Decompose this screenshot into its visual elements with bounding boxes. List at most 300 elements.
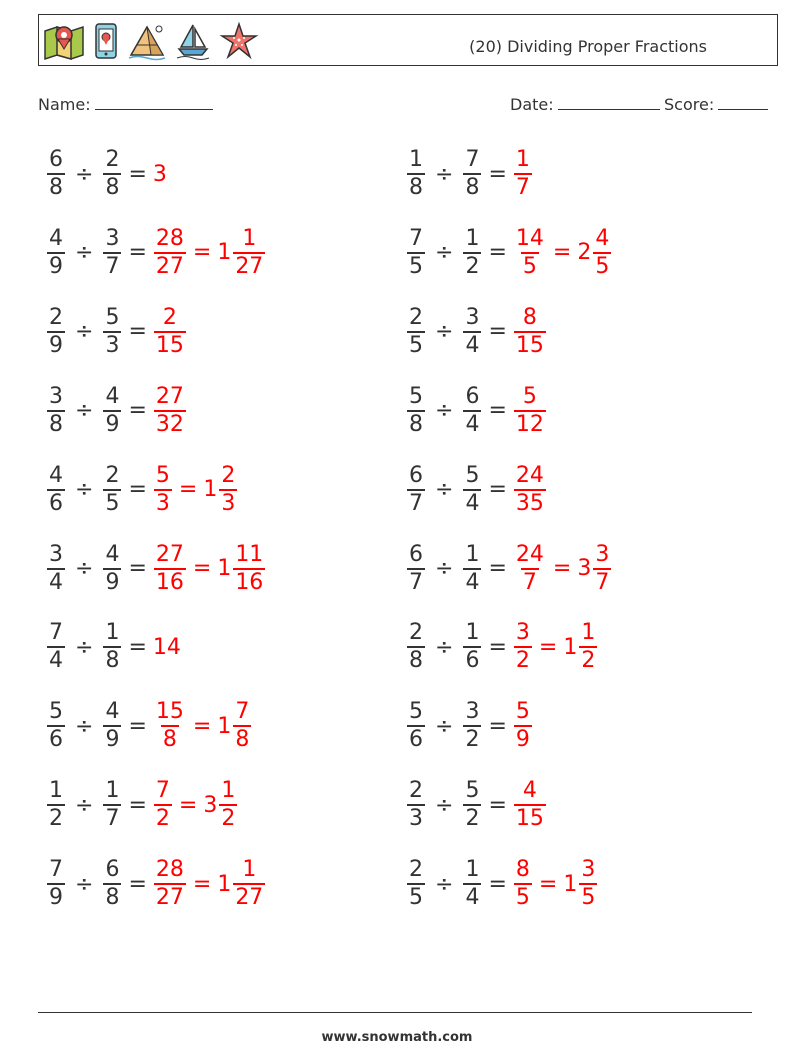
denominator: 8 — [409, 648, 423, 674]
denominator: 9 — [49, 253, 63, 279]
numerator: 4 — [49, 225, 63, 251]
denominator: 27 — [235, 253, 264, 279]
answer-fraction — [154, 383, 186, 437]
numerator: 3 — [105, 225, 120, 251]
name-label: Name: — [38, 95, 91, 114]
numerator: 1 — [409, 147, 423, 172]
denominator: 6 — [49, 727, 63, 753]
answer-fraction — [233, 701, 251, 751]
answer-equals-sign: = — [538, 634, 558, 660]
equals-sign: = — [488, 161, 507, 187]
answer-whole: 1 — [563, 871, 578, 897]
answer — [513, 701, 533, 751]
denominator: 8 — [49, 175, 63, 200]
answer — [153, 541, 187, 595]
answer-whole: 3 — [152, 161, 167, 187]
divisor-fraction — [103, 622, 121, 672]
answer-whole: 1 — [563, 634, 578, 660]
answer-mixed-number — [563, 859, 598, 909]
answer-whole: 3 — [577, 556, 592, 581]
numerator: 3 — [465, 699, 480, 725]
denominator: 2 — [581, 648, 596, 674]
numerator: 1 — [49, 778, 63, 804]
denominator: 7 — [522, 569, 537, 595]
answer-whole: 14 — [152, 634, 181, 660]
numerator: 2 — [105, 147, 120, 172]
divide-sign: ÷ — [435, 319, 454, 345]
divide-sign: ÷ — [435, 792, 454, 818]
dividend-fraction — [47, 225, 65, 279]
denominator: 5 — [595, 253, 610, 279]
numerator: 7 — [155, 778, 170, 804]
numerator: 27 — [155, 383, 184, 409]
answer — [513, 541, 547, 595]
problem-item — [46, 139, 168, 209]
problem-item — [46, 297, 187, 367]
answer-equals-sign: = — [192, 713, 212, 739]
divisor-fraction — [103, 149, 121, 199]
answer-fraction — [154, 859, 186, 909]
answer-fraction — [579, 622, 597, 672]
denominator: 32 — [155, 411, 184, 437]
denominator: 8 — [105, 175, 120, 200]
denominator: 4 — [465, 569, 480, 595]
numerator: 24 — [515, 462, 544, 488]
dividend-fraction — [407, 701, 425, 751]
denominator: 7 — [515, 175, 530, 200]
answer-fraction — [514, 225, 546, 279]
denominator: 15 — [515, 806, 544, 832]
denominator: 8 — [465, 175, 480, 200]
numerator: 5 — [522, 383, 537, 409]
problem-item — [406, 297, 547, 367]
denominator: 27 — [235, 885, 264, 911]
divide-sign: ÷ — [435, 871, 454, 897]
equals-sign: = — [128, 634, 147, 660]
answer-fraction — [514, 462, 546, 516]
divisor-fraction — [103, 225, 121, 279]
problem-item — [46, 218, 266, 288]
divide-sign: ÷ — [75, 634, 94, 660]
problem-item — [406, 691, 533, 761]
numerator: 7 — [409, 225, 423, 251]
denominator: 7 — [409, 569, 423, 595]
answer-whole: 1 — [217, 240, 232, 266]
denominator: 2 — [49, 806, 63, 832]
dividend-fraction — [47, 622, 65, 672]
denominator: 7 — [105, 253, 120, 279]
answer-mixed-number — [217, 701, 252, 751]
answer-mixed-number — [563, 622, 598, 672]
denominator: 4 — [465, 885, 480, 911]
equals-sign: = — [488, 871, 507, 897]
denominator: 3 — [409, 806, 423, 832]
numerator: 5 — [465, 462, 480, 488]
answer-fraction — [514, 780, 546, 830]
equals-sign: = — [128, 161, 147, 187]
answer-mixed-number — [577, 225, 612, 279]
equals-sign: = — [488, 319, 507, 345]
numerator: 1 — [465, 620, 480, 646]
answer — [153, 162, 168, 187]
divide-sign: ÷ — [75, 556, 94, 581]
sailboat-icon — [175, 21, 211, 61]
denominator: 9 — [49, 332, 63, 358]
divisor-fraction — [463, 780, 481, 830]
answer-fraction — [154, 304, 186, 358]
divide-sign: ÷ — [435, 240, 454, 266]
problem-item — [406, 376, 547, 446]
denominator: 15 — [515, 332, 544, 358]
numerator: 4 — [105, 541, 120, 567]
numerator: 5 — [409, 699, 423, 725]
denominator: 27 — [155, 253, 184, 279]
answer-mixed-number — [577, 541, 612, 595]
answer-fraction — [219, 462, 237, 516]
problem-item — [46, 455, 238, 525]
problem-item — [406, 139, 533, 209]
equals-sign: = — [488, 713, 507, 739]
denominator: 35 — [515, 490, 544, 516]
denominator: 7 — [105, 806, 120, 832]
denominator: 2 — [465, 253, 480, 279]
numerator: 2 — [409, 304, 423, 330]
numerator: 1 — [242, 225, 257, 251]
score-label: Score: — [664, 95, 715, 114]
numerator: 2 — [162, 304, 177, 330]
divide-sign: ÷ — [75, 792, 94, 818]
answer-fraction — [593, 541, 611, 595]
numerator: 6 — [409, 462, 423, 488]
problem-item — [46, 849, 266, 919]
numerator: 6 — [409, 541, 423, 567]
numerator: 15 — [155, 699, 184, 725]
pyramid-icon — [127, 21, 167, 61]
denominator: 8 — [409, 411, 423, 437]
answer-whole: 1 — [217, 871, 232, 897]
denominator: 7 — [595, 569, 610, 595]
divisor-fraction — [103, 701, 121, 751]
divisor-fraction — [463, 383, 481, 437]
answer — [153, 383, 187, 437]
problem-item — [406, 218, 612, 288]
denominator: 4 — [49, 569, 63, 595]
denominator: 5 — [409, 332, 423, 358]
problem-item — [46, 534, 266, 604]
numerator: 2 — [221, 462, 236, 488]
divide-sign: ÷ — [75, 240, 94, 266]
answer — [153, 780, 173, 830]
denominator: 2 — [221, 806, 236, 832]
answer — [513, 462, 547, 516]
answer-fraction — [233, 225, 265, 279]
divide-sign: ÷ — [435, 634, 454, 660]
divisor-fraction — [103, 541, 121, 595]
numerator: 7 — [235, 699, 250, 725]
equals-sign: = — [128, 871, 147, 897]
numerator: 28 — [155, 857, 184, 883]
starfish-icon — [219, 21, 259, 61]
numerator: 2 — [409, 857, 423, 883]
answer-fraction — [514, 541, 546, 595]
dividend-fraction — [47, 780, 65, 830]
answer-equals-sign: = — [552, 556, 572, 581]
answer-fraction — [233, 859, 265, 909]
numerator: 6 — [49, 147, 63, 172]
dividend-fraction — [47, 541, 65, 595]
denominator: 15 — [155, 332, 184, 358]
dividend-fraction — [407, 225, 425, 279]
answer — [513, 859, 533, 909]
denominator: 4 — [49, 648, 63, 674]
denominator: 5 — [105, 490, 120, 516]
numerator: 6 — [465, 383, 480, 409]
numerator: 3 — [581, 857, 596, 883]
answer — [513, 780, 547, 830]
numerator: 1 — [105, 778, 120, 804]
denominator: 16 — [155, 569, 184, 595]
answer-fraction — [154, 701, 186, 751]
answer — [513, 225, 547, 279]
numerator: 6 — [105, 857, 120, 883]
numerator: 3 — [465, 304, 480, 330]
answer — [153, 635, 182, 660]
numerator: 2 — [409, 778, 423, 804]
answer-fraction — [154, 225, 186, 279]
equals-sign: = — [128, 713, 147, 739]
dividend-fraction — [407, 622, 425, 672]
problem-item — [406, 849, 598, 919]
equals-sign: = — [128, 477, 147, 503]
numerator: 14 — [515, 225, 544, 251]
divide-sign: ÷ — [75, 871, 94, 897]
divisor-fraction — [463, 149, 481, 199]
equals-sign: = — [488, 240, 507, 266]
answer-fraction — [514, 859, 532, 909]
denominator: 8 — [162, 727, 177, 753]
answer — [513, 383, 547, 437]
divisor-fraction — [463, 304, 481, 358]
denominator: 9 — [105, 569, 120, 595]
answer — [513, 622, 533, 672]
worksheet-title: (20) Dividing Proper Fractions — [469, 37, 707, 56]
dividend-fraction — [47, 462, 65, 516]
denominator: 5 — [522, 253, 537, 279]
answer — [153, 462, 173, 516]
divisor-fraction — [463, 859, 481, 909]
equals-sign: = — [128, 319, 147, 345]
numerator: 1 — [581, 620, 596, 646]
numerator: 4 — [49, 462, 63, 488]
numerator: 4 — [105, 699, 120, 725]
dividend-fraction — [47, 383, 65, 437]
dividend-fraction — [407, 304, 425, 358]
numerator: 2 — [409, 620, 423, 646]
divide-sign: ÷ — [75, 477, 94, 503]
score-line — [718, 93, 768, 110]
numerator: 7 — [465, 147, 480, 172]
denominator: 2 — [465, 806, 480, 832]
numerator: 28 — [155, 225, 184, 251]
answer-equals-sign: = — [178, 792, 198, 818]
score-field[interactable] — [664, 93, 768, 114]
numerator: 27 — [155, 541, 184, 567]
numerator: 8 — [515, 857, 530, 883]
divisor-fraction — [103, 462, 121, 516]
denominator: 8 — [105, 648, 120, 674]
denominator: 4 — [465, 332, 480, 358]
divisor-fraction — [463, 225, 481, 279]
answer-whole: 2 — [577, 240, 592, 266]
dividend-fraction — [407, 780, 425, 830]
denominator: 8 — [105, 885, 120, 911]
denominator: 3 — [221, 490, 236, 516]
answer-fraction — [514, 304, 546, 358]
denominator: 2 — [465, 727, 480, 753]
numerator: 3 — [595, 541, 610, 567]
dividend-fraction — [407, 462, 425, 516]
divide-sign: ÷ — [435, 161, 454, 187]
numerator: 5 — [515, 699, 530, 725]
divisor-fraction — [463, 701, 481, 751]
numerator: 2 — [105, 462, 120, 488]
numerator: 24 — [515, 541, 544, 567]
numerator: 2 — [49, 304, 63, 330]
equals-sign: = — [128, 792, 147, 818]
divisor-fraction — [103, 383, 121, 437]
answer-whole: 3 — [203, 792, 218, 818]
equals-sign: = — [488, 477, 507, 503]
answer — [153, 859, 187, 909]
problem-item — [46, 770, 238, 840]
answer-fraction — [579, 859, 597, 909]
divisor-fraction — [463, 541, 481, 595]
numerator: 1 — [465, 225, 480, 251]
answer-fraction — [154, 541, 186, 595]
denominator: 6 — [409, 727, 423, 753]
name-field[interactable] — [38, 93, 213, 114]
denominator: 5 — [581, 885, 596, 911]
phone-location-icon — [93, 21, 119, 61]
numerator: 11 — [235, 541, 264, 567]
answer — [153, 701, 187, 751]
numerator: 1 — [105, 620, 120, 646]
problem-item — [406, 612, 598, 682]
equals-sign: = — [488, 556, 507, 581]
divide-sign: ÷ — [435, 398, 454, 424]
answer-whole: 1 — [217, 713, 232, 739]
footer-divider — [38, 1012, 752, 1013]
date-field[interactable] — [510, 93, 660, 114]
denominator: 4 — [465, 411, 480, 437]
dividend-fraction — [47, 304, 65, 358]
denominator: 4 — [465, 490, 480, 516]
denominator: 12 — [515, 411, 544, 437]
answer-mixed-number — [217, 541, 266, 595]
answer-fraction — [514, 701, 532, 751]
numerator: 5 — [465, 778, 480, 804]
denominator: 8 — [235, 727, 250, 753]
answer-equals-sign: = — [192, 240, 212, 266]
numerator: 1 — [221, 778, 236, 804]
denominator: 9 — [49, 885, 63, 911]
answer-equals-sign: = — [552, 240, 572, 266]
numerator: 7 — [49, 620, 63, 646]
date-line — [558, 93, 660, 110]
answer-mixed-number — [217, 225, 266, 279]
equals-sign: = — [128, 240, 147, 266]
numerator: 1 — [465, 857, 480, 883]
answer — [513, 149, 533, 199]
divisor-fraction — [103, 859, 121, 909]
denominator: 2 — [515, 648, 530, 674]
divisor-fraction — [103, 780, 121, 830]
answer-whole: 1 — [217, 556, 232, 581]
numerator: 5 — [155, 462, 170, 488]
denominator: 2 — [155, 806, 170, 832]
numerator: 1 — [242, 857, 257, 883]
worksheet-header — [38, 14, 778, 66]
answer-equals-sign: = — [538, 871, 558, 897]
dividend-fraction — [407, 541, 425, 595]
problem-item — [46, 691, 252, 761]
answer-fraction — [154, 462, 172, 516]
numerator: 5 — [105, 304, 120, 330]
problem-item — [406, 534, 612, 604]
denominator: 8 — [49, 411, 63, 437]
dividend-fraction — [407, 859, 425, 909]
answer-fraction — [219, 780, 237, 830]
denominator: 6 — [49, 490, 63, 516]
denominator: 5 — [409, 253, 423, 279]
numerator: 5 — [409, 383, 423, 409]
equals-sign: = — [488, 398, 507, 424]
divide-sign: ÷ — [75, 319, 94, 345]
denominator: 5 — [515, 885, 530, 911]
numerator: 1 — [465, 541, 480, 567]
numerator: 1 — [515, 147, 530, 172]
divisor-fraction — [103, 304, 121, 358]
answer — [513, 304, 547, 358]
numerator: 5 — [49, 699, 63, 725]
denominator: 8 — [409, 175, 423, 200]
divide-sign: ÷ — [435, 713, 454, 739]
denominator: 3 — [155, 490, 170, 516]
answer-fraction — [514, 383, 546, 437]
answer-fraction — [154, 780, 172, 830]
header-icons — [43, 21, 259, 61]
map-icon — [43, 21, 85, 61]
equals-sign: = — [488, 792, 507, 818]
problem-item — [406, 455, 547, 525]
answer-equals-sign: = — [178, 477, 198, 503]
answer-fraction — [514, 622, 532, 672]
answer — [153, 225, 187, 279]
problem-item — [46, 612, 182, 682]
answer-mixed-number — [203, 780, 238, 830]
numerator: 4 — [595, 225, 610, 251]
equals-sign: = — [488, 634, 507, 660]
numerator: 4 — [105, 383, 120, 409]
divisor-fraction — [463, 622, 481, 672]
denominator: 9 — [105, 727, 120, 753]
dividend-fraction — [47, 859, 65, 909]
numerator: 8 — [522, 304, 537, 330]
divisor-fraction — [463, 462, 481, 516]
divide-sign: ÷ — [75, 713, 94, 739]
dividend-fraction — [407, 383, 425, 437]
numerator: 3 — [49, 541, 63, 567]
